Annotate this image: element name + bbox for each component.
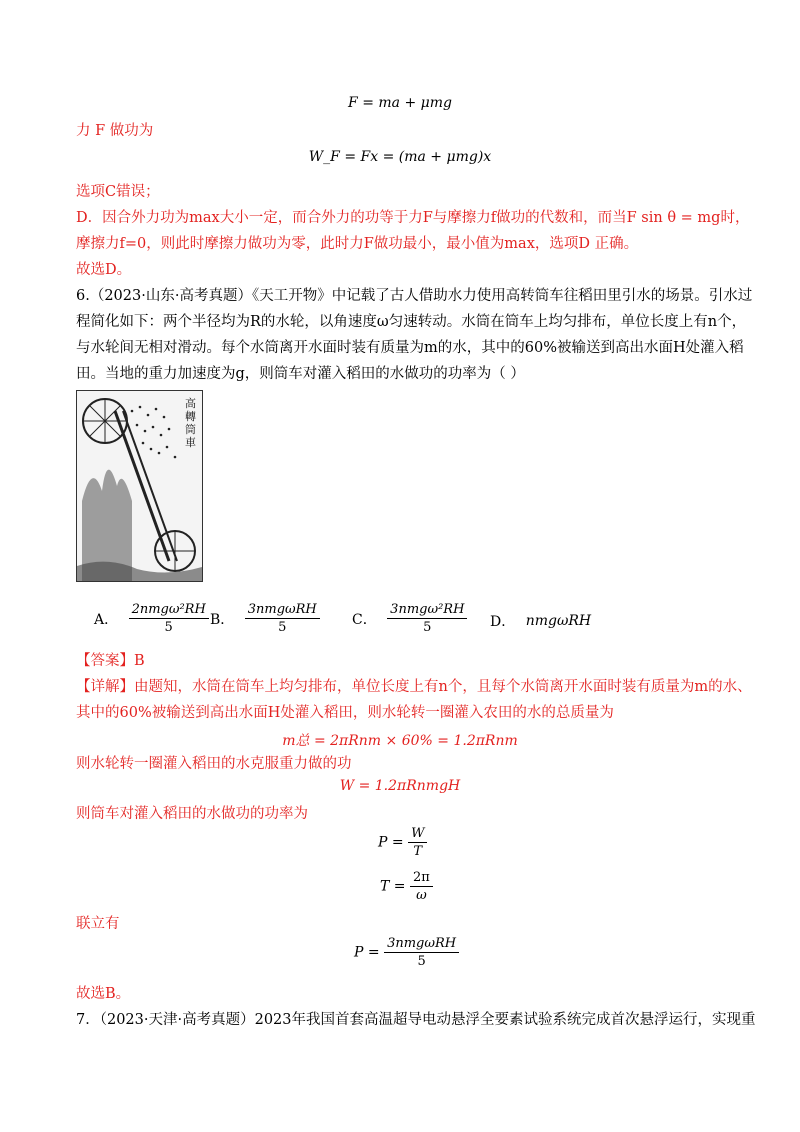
- choose-d: 故选D。: [76, 262, 132, 278]
- equation-final-numerator: 3nmgωRH: [384, 936, 459, 953]
- option-b[interactable]: [210, 602, 320, 635]
- option-b-numerator: 3nmgωRH: [245, 602, 320, 619]
- svg-text:車: 車: [185, 436, 196, 449]
- equation-power-fraction: [408, 826, 427, 859]
- option-c-numerator: 3nmgω²RH: [387, 602, 467, 619]
- equation-period: [380, 870, 433, 903]
- equation-period-lhs: T =: [380, 878, 406, 895]
- waterwheel-illustration: [76, 390, 203, 582]
- option-b-denominator: 5: [278, 620, 287, 635]
- option-d-text: nmgωRH: [525, 613, 592, 629]
- choose-b: 故选B。: [76, 986, 131, 1002]
- explanation-text-1: 由题知，水筒在筒车上均匀排布，单位长度上有n个，且每个水筒离开水面时装有质量为m的水、: [134, 679, 752, 695]
- option-d-label: D．: [490, 614, 516, 630]
- waterwheel-drawing: [77, 391, 202, 581]
- option-d[interactable]: [490, 611, 591, 631]
- option-c-verdict: 选项C错误；: [76, 184, 160, 200]
- question-7-line1: 7．（2023·天津·高考真题）2023年我国首套高温超导电动悬浮全要素试验系统完成首次悬浮运行，实现重: [76, 1012, 756, 1028]
- equation-period-denominator: ω: [416, 888, 427, 903]
- force-work-label: 力 F 做功为: [76, 123, 154, 139]
- equation-final-power: [354, 936, 459, 969]
- option-a-denominator: 5: [164, 620, 173, 635]
- option-c-label: C．: [352, 611, 377, 628]
- option-b-fraction: [245, 602, 320, 635]
- question-6-line3: 与水轮间无相对滑动。每个水筒离开水面时装有质量为m的水，其中的60%被输送到高出水面H处灌入稻: [76, 340, 744, 356]
- power-label: 则筒车对灌入稻田的水做功的功率为: [76, 806, 308, 822]
- option-c-fraction: [387, 602, 467, 635]
- question-6-line4: 田。当地的重力加速度为g，则筒车对灌入稻田的水做功的功率为（ ）: [76, 366, 525, 382]
- explanation-line2: 其中的60%被输送到高出水面H处灌入稻田，则水轮转一圈灌入农田的水的总质量为: [76, 705, 614, 721]
- equation-work: W_F = Fx = (ma + μmg)x: [308, 149, 492, 165]
- equation-final-lhs: P =: [354, 944, 380, 961]
- equation-final-denominator: 5: [417, 954, 426, 969]
- option-a-label: A．: [94, 611, 119, 628]
- equation-power: [378, 826, 427, 859]
- option-d-explanation-line1: D．因合外力功为max大小一定，而合外力的功等于力F与摩擦力f做功的代数和，而当F sin θ = mg时，: [76, 210, 750, 226]
- option-c-denominator: 5: [423, 620, 432, 635]
- explanation-label: 【详解】: [76, 679, 134, 695]
- gravity-work-label: 则水轮转一圈灌入稻田的水克服重力做的功: [76, 756, 352, 772]
- option-d-explanation-line2: 摩擦力f=0，则此时摩擦力做功为零，此时力F做功最小，最小值为max，选项D 正确。: [76, 236, 639, 252]
- equation-force: F = ma + μmg: [348, 95, 452, 111]
- equation-power-numerator: W: [408, 826, 427, 843]
- option-a[interactable]: [94, 602, 209, 635]
- question-6-line2: 程简化如下：两个半径均为R的水轮，以角速度ω匀速转动。水筒在筒车上均匀排布，单位长度上有n个，: [76, 314, 747, 330]
- question-6-line1: 6.（2023·山东·高考真题）《天工开物》中记载了古人借助水力使用高转筒车往稻田里引水的场景。引水过: [76, 288, 753, 304]
- equation-total-mass: m总 = 2πRnm × 60% = 1.2πRnm: [282, 733, 518, 749]
- explanation-line1: [76, 677, 752, 697]
- svg-text:高: 高: [185, 397, 196, 410]
- equation-total-work: W = 1.2πRnmgH: [339, 778, 461, 794]
- equation-period-numerator: 2π: [410, 870, 433, 887]
- svg-text:筒: 筒: [185, 423, 196, 436]
- combine-label: 联立有: [76, 916, 120, 932]
- option-a-fraction: [129, 602, 209, 635]
- answer: 【答案】B: [76, 653, 145, 669]
- svg-text:轉: 轉: [185, 410, 196, 423]
- option-c[interactable]: [352, 602, 467, 635]
- option-a-numerator: 2nmgω²RH: [129, 602, 209, 619]
- equation-final-fraction: [384, 936, 459, 969]
- equation-period-fraction: [410, 870, 433, 903]
- equation-power-denominator: T: [413, 844, 423, 859]
- option-b-label: B．: [210, 611, 235, 628]
- equation-power-lhs: P =: [378, 834, 404, 851]
